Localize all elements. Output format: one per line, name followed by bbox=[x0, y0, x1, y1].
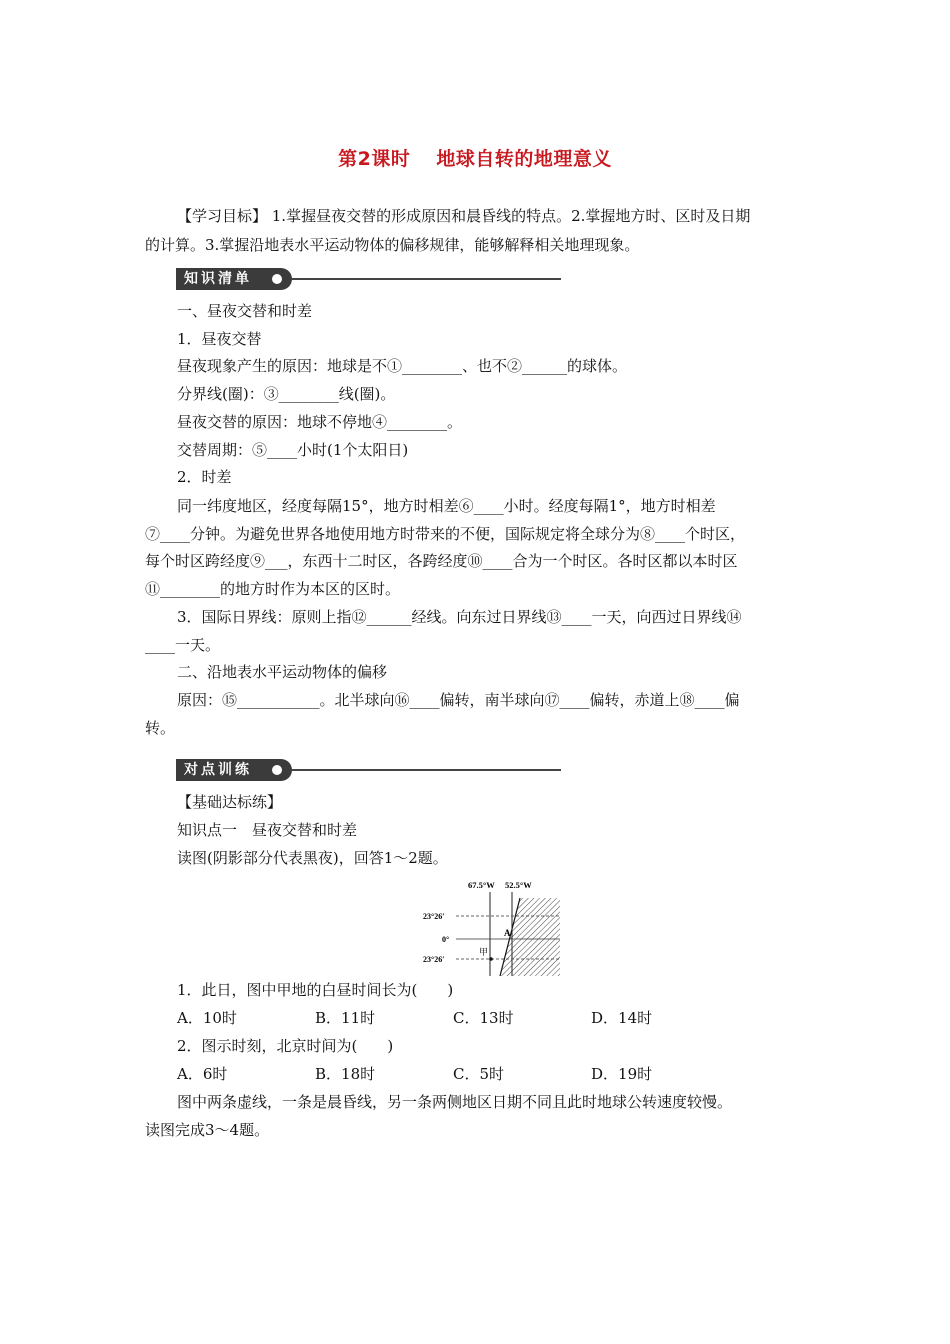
option-b: B．11时 bbox=[315, 1009, 376, 1027]
paragraph-line: 分界线(圈)：③________线(圈)。 bbox=[177, 385, 396, 403]
option-b: B．18时 bbox=[315, 1065, 376, 1083]
option-c: C．5时 bbox=[453, 1065, 505, 1083]
section-tag bbox=[176, 268, 292, 290]
label-point-jia: 甲 bbox=[479, 948, 489, 958]
day-night-diagram bbox=[418, 878, 566, 978]
section-header-knowledge bbox=[176, 268, 561, 290]
question-1: 1．此日，图中甲地的白昼时间长为( ) bbox=[177, 981, 454, 999]
subheading: 2．时差 bbox=[177, 468, 232, 486]
objectives-line-2: 的计算。3.掌握沿地表水平运动物体的偏移规律，能够解释相关地理现象。 bbox=[145, 236, 640, 254]
label-point-a: A bbox=[504, 928, 511, 938]
paragraph-line: 每个时区跨经度⑨___，东西十二时区，各跨经度⑩____合为一个时区。各时区都以本时区 bbox=[145, 552, 738, 570]
paragraph-line: 交替周期：⑤____小时(1个太阳日) bbox=[177, 441, 409, 459]
label-lat-mid: 0° bbox=[442, 935, 450, 944]
paragraph-line: ⑦____分钟。为避免世界各地使用地方时带来的不便，国际规定将全球分为⑧____个时区， bbox=[145, 525, 746, 543]
label-lon-left: 67.5°W bbox=[468, 880, 495, 890]
paragraph-line: ⑪________的地方时作为本区的区时。 bbox=[145, 580, 401, 598]
point-jia-marker bbox=[489, 957, 493, 961]
section-tag bbox=[176, 759, 292, 781]
subheading: 1．昼夜交替 bbox=[177, 330, 262, 348]
lesson-number: 第2课时 bbox=[338, 148, 411, 170]
section-tag-label: 知识清单 bbox=[184, 271, 252, 287]
section-header-practice bbox=[176, 759, 561, 781]
instruction: 读图(阴影部分代表黑夜)，回答1～2题。 bbox=[177, 849, 448, 867]
page-title bbox=[0, 144, 950, 171]
question-2: 2．图示时刻，北京时间为( ) bbox=[177, 1037, 394, 1055]
paragraph-line: 转。 bbox=[145, 719, 176, 737]
paragraph-line: 同一纬度地区，经度每隔15°，地方时相差⑥____小时。经度每隔1°，地方时相差 bbox=[177, 497, 716, 515]
option-a: A．10时 bbox=[177, 1009, 237, 1027]
paragraph-line: 原因：⑮___________。北半球向⑯____偏转，南半球向⑰____偏转，赤道上⑱____偏 bbox=[177, 691, 740, 709]
section-tag-label: 对点训练 bbox=[184, 762, 252, 778]
objectives-line-1: 【学习目标】 1.掌握昼夜交替的形成原因和晨昏线的特点。2.掌握地方时、区时及日期 bbox=[177, 207, 751, 225]
knowledge-point: 知识点一 昼夜交替和时差 bbox=[177, 821, 358, 839]
dot-icon bbox=[272, 765, 282, 775]
heading: 二、沿地表水平运动物体的偏移 bbox=[177, 663, 388, 681]
option-a: A．6时 bbox=[177, 1065, 228, 1083]
option-d: D．19时 bbox=[591, 1065, 653, 1083]
instruction: 读图完成3～4题。 bbox=[145, 1121, 270, 1139]
label-lat-top: 23°26′ bbox=[423, 912, 445, 921]
divider bbox=[292, 278, 561, 280]
paragraph-line: ____一天。 bbox=[145, 636, 221, 654]
paragraph-line: 3．国际日界线：原则上指⑫______经线。向东过日界线⑬____一天，向西过日界线⑭ bbox=[177, 608, 742, 626]
option-d: D．14时 bbox=[591, 1009, 653, 1027]
label-lon-right: 52.5°W bbox=[505, 880, 532, 890]
instruction: 图中两条虚线，一条是晨昏线，另一条两侧地区日期不同且此时地球公转速度较慢。 bbox=[177, 1093, 733, 1111]
lesson-topic: 地球自转的地理意义 bbox=[436, 148, 612, 170]
dot-icon bbox=[272, 274, 282, 284]
heading: 一、昼夜交替和时差 bbox=[177, 302, 313, 320]
option-c: C．13时 bbox=[453, 1009, 514, 1027]
paragraph-line: 昼夜交替的原因：地球不停地④________。 bbox=[177, 413, 463, 431]
paragraph-line: 昼夜现象产生的原因：地球是不①________、也不②______的球体。 bbox=[177, 357, 628, 375]
divider bbox=[292, 769, 561, 771]
practice-label: 【基础达标练】 bbox=[177, 793, 283, 811]
label-lat-bottom: 23°26′ bbox=[423, 955, 445, 964]
